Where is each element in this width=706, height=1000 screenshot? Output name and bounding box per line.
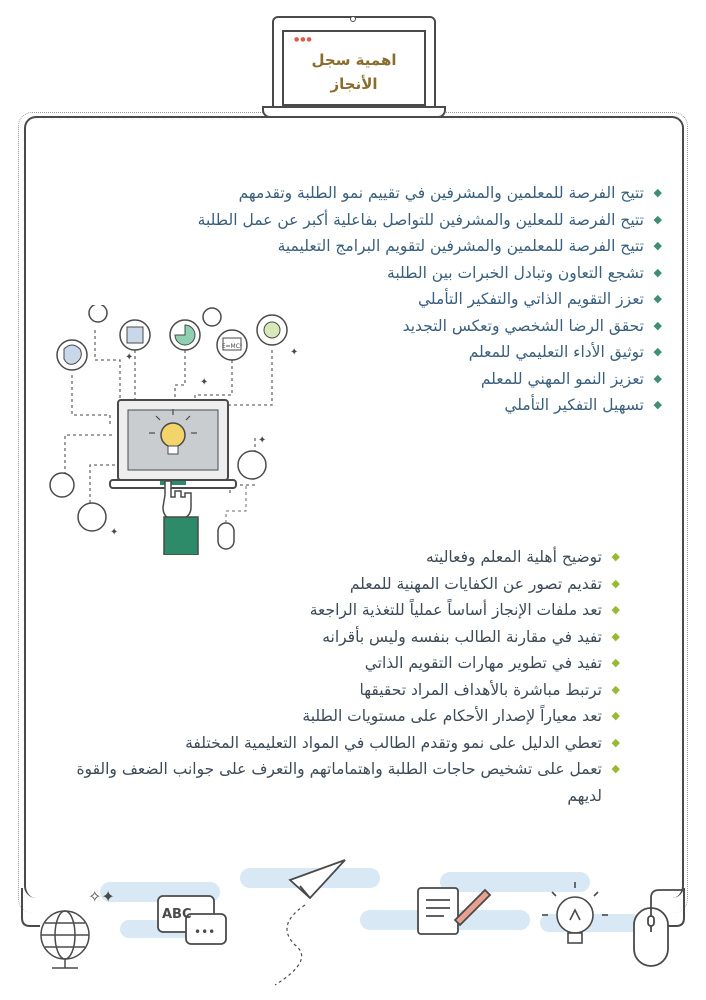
- diamond-bullet-icon: ◆: [653, 318, 662, 332]
- list-item: ◆ توضيح أهلية المعلم وفعاليته: [60, 544, 620, 571]
- diamond-bullet-icon: ◆: [653, 239, 662, 252]
- list-item: ◆ تقديم تصور عن الكفايات المهنية للمعلم: [60, 571, 620, 598]
- svg-text:✦: ✦: [290, 347, 299, 358]
- education-network-illustration: [40, 305, 310, 555]
- title-line-2: الأنجاز: [330, 75, 378, 93]
- svg-text:✦: ✦: [110, 527, 119, 538]
- title-laptop-base: [262, 106, 446, 118]
- list-item: ◆ تفيد في مقارنة الطالب بنفسه وليس بأقرانه: [60, 624, 620, 651]
- list-item: ◆ تشجع التعاون وتبادل الخبرات بين الطلبة: [52, 260, 662, 287]
- svg-text:✦: ✦: [200, 377, 209, 388]
- title-line-1: اهمية سجل: [311, 51, 397, 69]
- diamond-bullet-icon: ◆: [611, 709, 620, 722]
- molecule-icon: [238, 451, 266, 479]
- camera-dot: [350, 16, 356, 22]
- diamond-bullet-icon: ◆: [653, 292, 662, 305]
- diamond-bullet-icon: ◆: [611, 682, 620, 696]
- list-item: ◆ تحقق الرضا الشخصي وتعكس التجديد: [52, 313, 662, 340]
- list-item: ◆ تعمل على تشخيص حاجات الطلبة واهتماماتهم والتعرف على جوانب الضعف والقوة لديهم: [60, 756, 620, 809]
- atom-icon: [203, 308, 221, 326]
- footer-decoration: [0, 850, 706, 1000]
- diamond-bullet-icon: ◆: [653, 345, 662, 358]
- chat-letters: ABC: [162, 907, 192, 922]
- diamond-bullet-icon: ◆: [653, 265, 662, 279]
- lightbulb-icon: [161, 423, 185, 447]
- computer-mouse-icon: [634, 890, 684, 966]
- diamond-bullet-icon: ◆: [653, 371, 662, 385]
- diamond-bullet-icon: ◆: [653, 398, 662, 411]
- diamond-bullet-icon: ◆: [653, 212, 662, 226]
- list-item: ◆ تتيح الفرصة للمعلمين والمشرفين في تقييم نمو الطلبة وتقدمهم: [52, 180, 662, 207]
- diamond-bullet-icon: ◆: [611, 762, 620, 775]
- diamond-bullet-icon: ◆: [611, 735, 620, 749]
- list-item: ◆ ترتبط مباشرة بالأهداف المراد تحقيقها: [60, 677, 620, 704]
- title-laptop: [262, 16, 444, 122]
- window-dots-icon: ●●●: [294, 36, 313, 43]
- title-laptop-screen: [272, 16, 436, 112]
- microscope-icon: [50, 473, 74, 497]
- formula-label: E=MC²: [221, 343, 243, 350]
- list-item: ◆ تفيد في تطوير مهارات التقويم الذاتي: [60, 650, 620, 677]
- sparkle-icon: ✧✦: [88, 887, 115, 906]
- diamond-bullet-icon: ◆: [611, 550, 620, 563]
- list-item: ◆ تعد معياراً لإصدار الأحكام على مستويات الطلبة: [60, 703, 620, 730]
- svg-text:✦: ✦: [125, 352, 134, 363]
- chat-dots: •••: [194, 925, 216, 939]
- open-book-icon: [78, 503, 106, 531]
- diamond-bullet-icon: ◆: [611, 629, 620, 643]
- svg-text:✦: ✦: [258, 435, 267, 446]
- title-screen-inner: [282, 30, 426, 106]
- importance-list-bottom: [60, 544, 620, 809]
- list-item: ◆ تعزز التقويم الذاتي والتفكير التأملي: [52, 286, 662, 313]
- list-item: ◆ تعزيز النمو المهني للمعلم: [52, 366, 662, 393]
- diamond-bullet-icon: ◆: [611, 656, 620, 669]
- list-item: ◆ تتيح الفرصة للمعلين والمشرفين للتواصل بفاعلية أكبر عن عمل الطلبة: [52, 207, 662, 234]
- list-item: ◆ تعطي الدليل على نمو وتقدم الطالب في المواد التعليمية المختلفة: [60, 730, 620, 757]
- diamond-bullet-icon: ◆: [611, 576, 620, 590]
- list-item: ◆ تتيح الفرصة للمعلمين والمشرفين لتقويم البرامج التعليمية: [52, 233, 662, 260]
- list-item: ◆ تسهيل التفكير التأملي: [52, 392, 662, 419]
- list-item: ◆ توثيق الأداء التعليمي للمعلم: [52, 339, 662, 366]
- list-item: ◆ تعد ملفات الإنجاز أساساً عملياً للتغذية الراجعة: [60, 597, 620, 624]
- page-title: [284, 48, 424, 96]
- diamond-bullet-icon: ◆: [653, 186, 662, 199]
- globe-icon: [41, 911, 89, 968]
- flask-icon: [89, 305, 107, 322]
- diamond-bullet-icon: ◆: [611, 603, 620, 616]
